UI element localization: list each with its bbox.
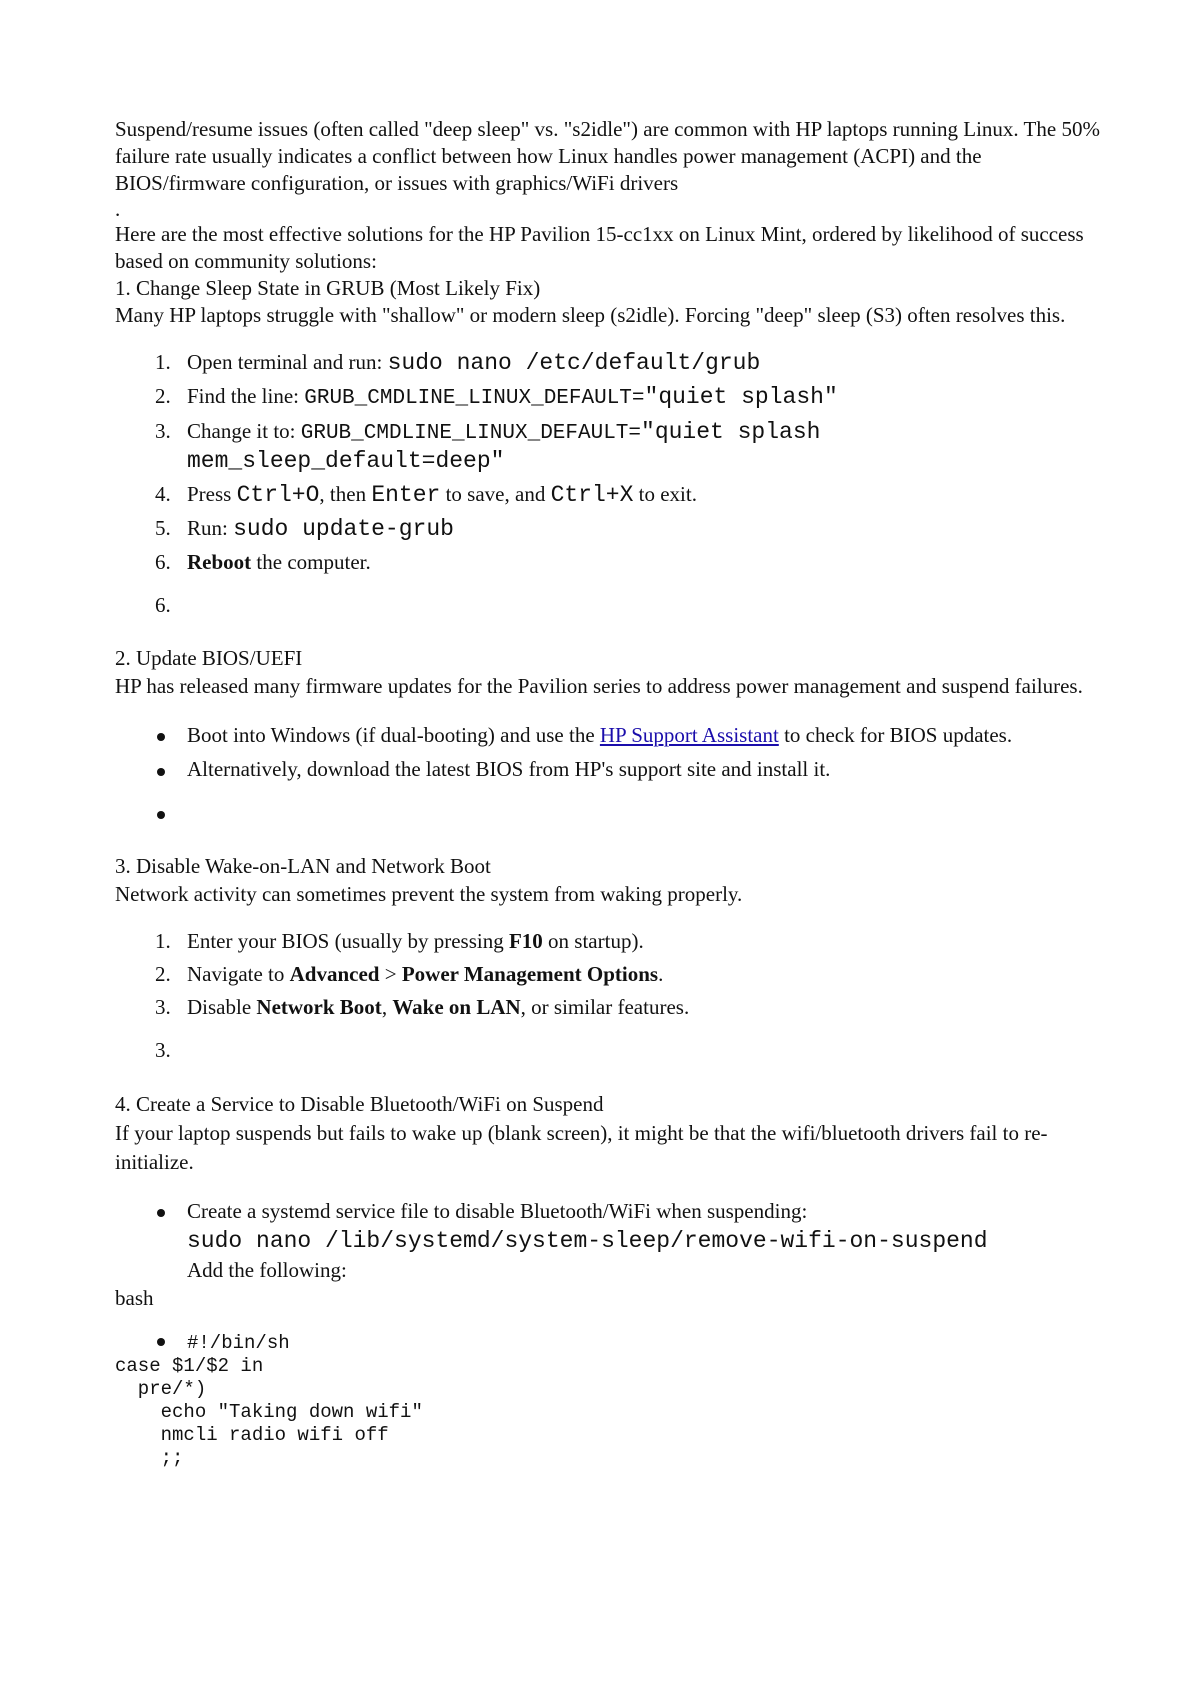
list-item: 6. Reboot the computer.: [155, 550, 371, 574]
list-number: 6.: [155, 550, 171, 574]
list-number: 2.: [155, 384, 171, 408]
code-language-label: bash: [115, 1286, 154, 1310]
list-item: Alternatively, download the latest BIOS from HP's support site and install it.: [115, 756, 1100, 783]
section-3-description: Network activity can sometimes prevent the system from waking properly.: [115, 882, 743, 906]
bold-text: Reboot: [187, 550, 252, 574]
section-1-description: Many HP laptops struggle with "shallow" or modern sleep (s2idle). Forcing "deep" sleep (S3) often resolves this.: [115, 303, 1066, 327]
bold-text: Wake on LAN: [392, 995, 521, 1019]
list-item: Boot into Windows (if dual-booting) and use the HP Support Assistant to check for BIOS updates.: [115, 721, 1100, 750]
inline-code: "quiet splash": [644, 384, 838, 410]
list-item: 1. Open terminal and run: sudo nano /etc/default/grub: [155, 350, 761, 376]
inline-code: Ctrl+O: [236, 482, 320, 508]
section-4-heading: 4. Create a Service to Disable Bluetooth/WiFi on Suspend: [115, 1092, 604, 1116]
list-item: [115, 1330, 1100, 1355]
list-number: 1.: [155, 350, 171, 374]
list-item: 5. Run: sudo update-grub: [155, 516, 454, 542]
list-item: [115, 1037, 1100, 1064]
intro-paragraph-2: Here are the most effective solutions for the HP Pavilion 15-cc1xx on Linux Mint, ordered by likelihood of success based on community solutions:: [115, 222, 1084, 273]
inline-code: sudo update-grub: [233, 516, 454, 542]
section-2-description: HP has released many firmware updates for the Pavilion series to address power management and suspend failures.: [115, 674, 1083, 698]
list-item: 2. Navigate to Advanced > Power Management Options.: [155, 962, 664, 986]
bullet-icon: [157, 811, 165, 819]
bold-text: Advanced: [289, 962, 380, 986]
section-1-steps: [115, 349, 1100, 619]
document-content: [115, 116, 1100, 1470]
list-number: 2.: [155, 962, 171, 986]
section-3-steps: [115, 928, 1100, 1064]
bold-text: F10: [508, 929, 543, 953]
list-number: 6.: [155, 593, 171, 617]
section-4-description: If your laptop suspends but fails to wake up (blank screen), it might be that the wifi/bluetooth drivers fail to re-initialize.: [115, 1121, 1048, 1174]
bullet-icon: [157, 1209, 165, 1217]
code-block: case $1/$2 in pre/*) echo "Taking down wifi" nmcli radio wifi off ;;: [115, 1355, 423, 1469]
hp-support-assistant-link[interactable]: HP Support Assistant: [599, 723, 779, 747]
section-4-bullets: [115, 1197, 1100, 1285]
inline-code: Enter: [371, 482, 441, 508]
list-number: 1.: [155, 929, 171, 953]
inline-code: sudo nano /lib/systemd/system-sleep/remove-wifi-on-suspend: [187, 1228, 988, 1254]
intro-paragraph: Suspend/resume issues (often called "deep sleep" vs. "s2idle") are common with HP laptops running Linux. The 50% failure rate usually indicates a conflict between how Linux handles power management (ACPI) and the BIOS/firmware configuration, or issues with graphics/WiFi drivers: [115, 117, 1100, 195]
list-item: 3. Change it to: GRUB_CMDLINE_LINUX_DEFAULT="quiet splash mem_sleep_default=deep": [155, 419, 821, 474]
list-number: 3.: [155, 1038, 171, 1062]
bullet-icon: [157, 1338, 165, 1346]
list-item: 4. Press Ctrl+O, then Enter to save, and Ctrl+X to exit.: [155, 482, 697, 508]
list-number: 5.: [155, 516, 171, 540]
bold-text: Power Management Options: [401, 962, 659, 986]
list-number: 3.: [155, 419, 171, 443]
code-line: #!/bin/sh: [187, 1332, 290, 1354]
list-item: 2. Find the line: GRUB_CMDLINE_LINUX_DEFAULT="quiet splash": [155, 384, 838, 410]
inline-code: Ctrl+X: [550, 482, 634, 508]
inline-code: GRUB_CMDLINE_LINUX_DEFAULT=: [304, 387, 645, 410]
list-item: [115, 799, 1100, 826]
inline-code: "quiet splash mem_sleep_default=deep": [187, 419, 821, 474]
section-3-heading: 3. Disable Wake-on-LAN and Network Boot: [115, 854, 491, 878]
bold-text: Network Boot: [256, 995, 382, 1019]
list-item: 3. Disable Network Boot, Wake on LAN, or similar features.: [155, 995, 690, 1019]
list-item: 1. Enter your BIOS (usually by pressing F10 on startup).: [155, 929, 644, 953]
section-1-heading: 1. Change Sleep State in GRUB (Most Likely Fix): [115, 276, 541, 300]
inline-code: GRUB_CMDLINE_LINUX_DEFAULT=: [300, 422, 642, 445]
list-item: [115, 592, 1100, 619]
intro-dot: .: [115, 197, 121, 221]
section-2-heading: 2. Update BIOS/UEFI: [115, 646, 303, 670]
list-item: Create a systemd service file to disable Bluetooth/WiFi when suspending: sudo nano /lib/systemd/system-sleep/remove-wifi-on-suspend Add the following:: [115, 1197, 1100, 1285]
bullet-icon: [157, 733, 165, 741]
list-number: 3.: [155, 995, 171, 1019]
bullet-icon: [157, 768, 165, 776]
inline-code: sudo nano /etc/default/grub: [387, 350, 761, 376]
section-2-bullets: [115, 721, 1100, 826]
list-number: 4.: [155, 482, 171, 506]
code-list: [115, 1330, 1100, 1355]
